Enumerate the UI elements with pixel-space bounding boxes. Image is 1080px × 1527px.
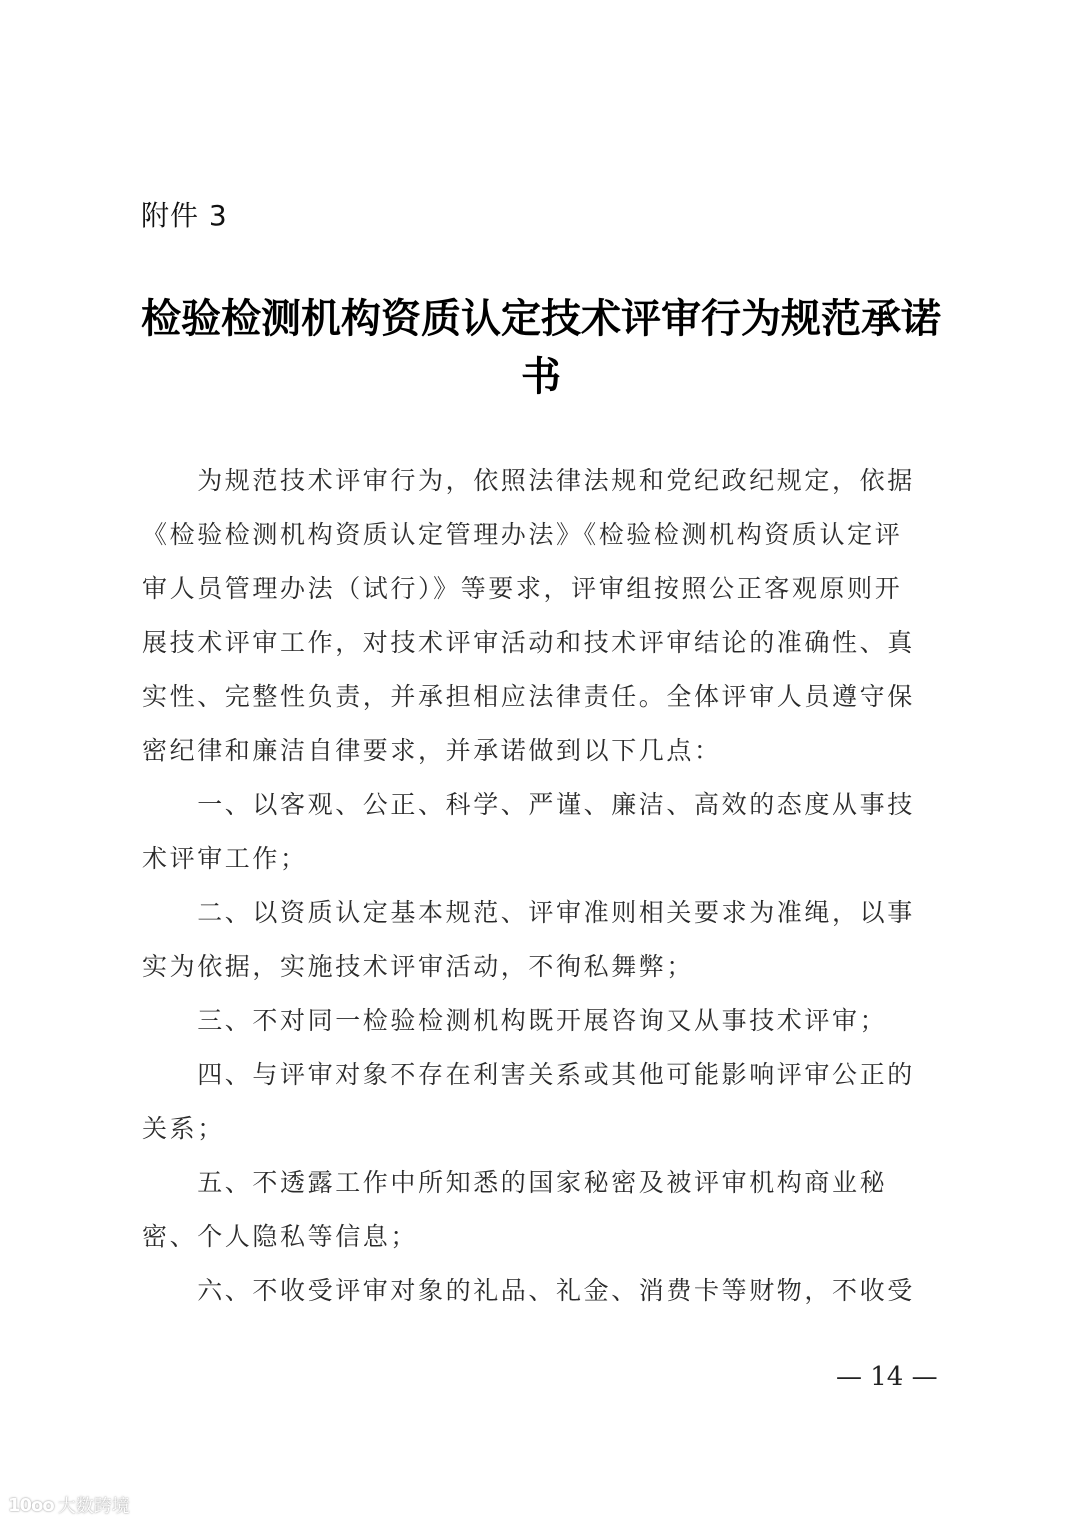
body-line: 展技术评审工作，对技术评审活动和技术评审结论的准确性、真	[142, 628, 915, 657]
watermark-brand-text: 大数跨境	[57, 1496, 130, 1517]
body-line: 为规范技术评审行为，依照法律法规和党纪政纪规定，依据	[142, 466, 915, 495]
title-line-2: 书	[521, 353, 561, 400]
body-line: 四、与评审对象不存在利害关系或其他可能影响评审公正的	[142, 1060, 915, 1089]
body-line: 实为依据，实施技术评审活动，不徇私舞弊；	[142, 952, 695, 981]
watermark	[8, 1492, 130, 1518]
page-number: — 14 —	[836, 1362, 938, 1392]
body-line: 审人员管理办法（试行）》等要求，评审组按照公正客观原则开	[142, 574, 903, 603]
body-line: 一、以客观、公正、科学、严谨、廉洁、高效的态度从事技	[142, 790, 915, 819]
body-line: 术评审工作；	[142, 844, 308, 873]
body-line: 实性、完整性负责，并承担相应法律责任。全体评审人员遵守保	[142, 682, 915, 711]
body-line: 二、以资质认定基本规范、评审准则相关要求为准绳，以事	[142, 898, 915, 927]
body-line: 三、不对同一检验检测机构既开展咨询又从事技术评审；	[142, 1006, 888, 1035]
body-line: 《检验检测机构资质认定管理办法》《检验检测机构资质认定评	[142, 520, 903, 549]
document-title	[138, 290, 944, 406]
attachment-label: 附件 3	[141, 199, 228, 232]
watermark-logo-icon: 10oo	[8, 1494, 54, 1516]
body-line: 密、个人隐私等信息；	[142, 1222, 419, 1251]
body-line: 五、不透露工作中所知悉的国家秘密及被评审机构商业秘	[142, 1168, 888, 1197]
title-line-1: 检验检测机构资质认定技术评审行为规范承诺	[141, 295, 941, 342]
body-line: 六、不收受评审对象的礼品、礼金、消费卡等财物，不收受	[142, 1276, 915, 1305]
body-line: 关系；	[142, 1114, 225, 1143]
body-line: 密纪律和廉洁自律要求，并承诺做到以下几点：	[142, 736, 722, 765]
document-body	[142, 454, 942, 1318]
